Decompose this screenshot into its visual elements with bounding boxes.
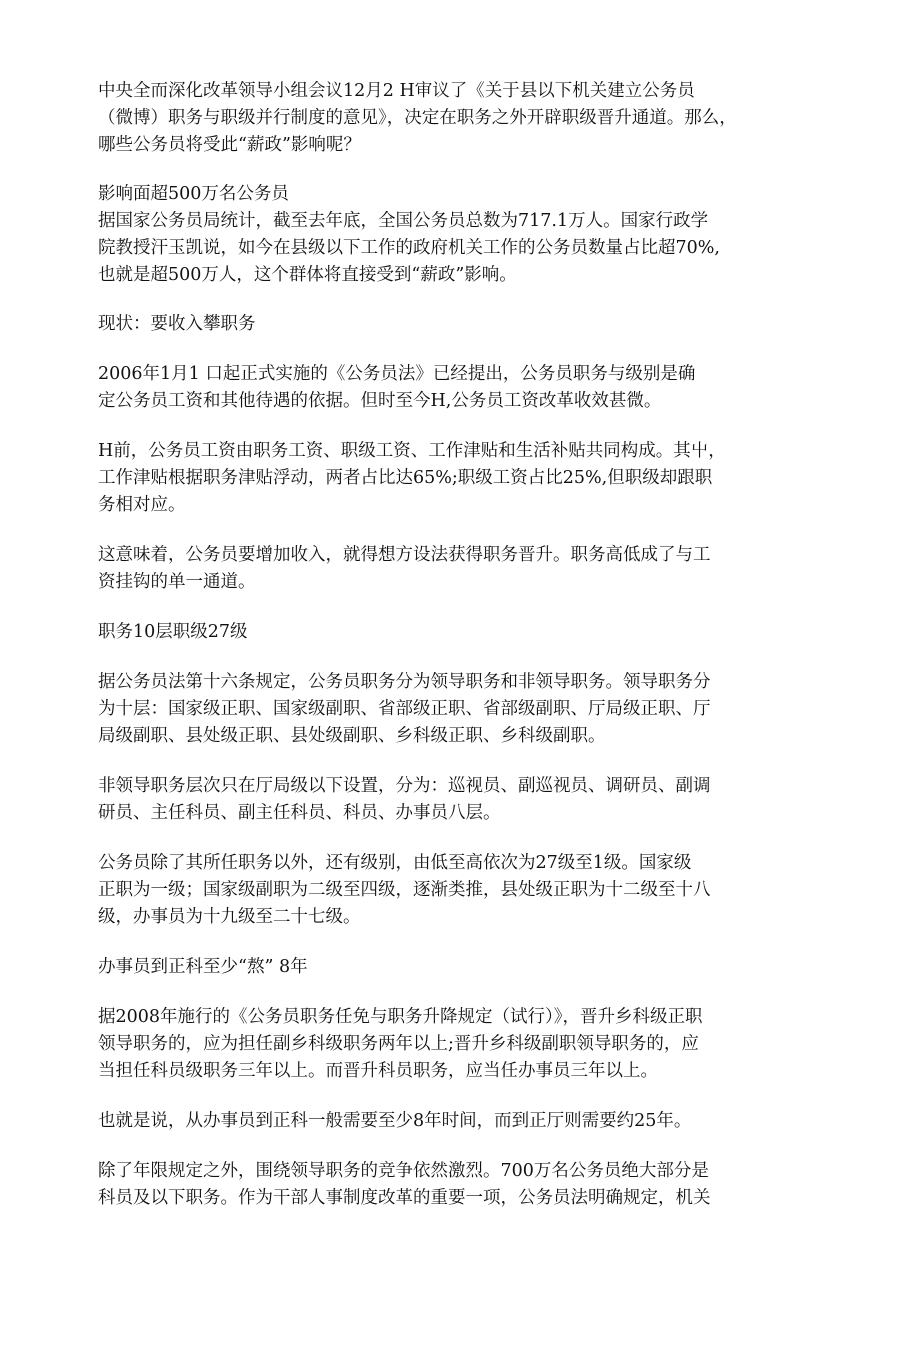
text-line: 非领导职务层次只在厅局级以下设置，分为：巡视员、副巡视员、调研员、副调 bbox=[98, 776, 711, 796]
non-leadership-paragraph bbox=[98, 773, 878, 827]
heading-text: 办事员到正科至少“熬” 8年 bbox=[98, 957, 308, 977]
text-line: 务相对应。 bbox=[98, 495, 186, 515]
heading-text: 职务10层职级27级 bbox=[98, 622, 248, 642]
text-line: 据国家公务员局统计，截至去年底，全国公务员总数为717.1万人。国家行政学 bbox=[98, 211, 709, 231]
text-line: 资挂钩的单一通道。 bbox=[98, 572, 256, 592]
text-line: 中央全而深化改革领导小组会议12月2 H审议了《关于县以下机关建立公务员 bbox=[98, 81, 695, 101]
section-heading-impact bbox=[98, 181, 878, 208]
text-line: 院教授汗玉凯说，如今在县级以下工作的政府机关工作的公务员数量占比超70%, bbox=[98, 238, 720, 258]
heading-text: 影响面超500万名公务员 bbox=[98, 184, 289, 204]
section-heading-levels bbox=[98, 619, 878, 646]
text-line: 除了年限规定之外，围绕领导职务的竞争依然激烈。700万名公务员绝大部分是 bbox=[98, 1161, 709, 1181]
text-line: （微博）职务与职级并行制度的意见》，决定在职务之外开辟职级晋升通道。那么， bbox=[98, 108, 737, 128]
text-line: 公务员除了其所任职务以外，还有级别，由低至高依次为27级至1级。国家级 bbox=[98, 853, 692, 873]
text-line: 也就是说，从办事员到正科一般需要至少8年时间，而到正厅则需要约25年。 bbox=[98, 1111, 692, 1131]
article-body bbox=[98, 78, 878, 1212]
text-line: H前，公务员工资由职务工资、职级工资、工作津贴和生活补贴共同构成。其屮， bbox=[98, 441, 726, 461]
text-line: 据2008年施行的《公务员职务任免与职务升降规定（试行）》，晋升乡科级正职 bbox=[98, 1007, 703, 1027]
text-line: 当担任科员级职务三年以上。而晋升科员职务，应当任办事员三年以上。 bbox=[98, 1061, 658, 1081]
text-line: 级，办事员为十九级至二十七级。 bbox=[98, 907, 361, 927]
text-line: 这意味着，公务员要增加收入，就得想方设法获得职务晋升。职务高低成了与工 bbox=[98, 545, 711, 565]
grade-paragraph bbox=[98, 850, 878, 931]
intro-paragraph bbox=[98, 78, 878, 159]
text-line: 领导职务的，应为担任副乡科级职务两年以上;晋升乡科级副职领导职务的，应 bbox=[98, 1034, 699, 1054]
text-line: 定公务员工资和其他待遇的依据。但时至今H,公务员工资改革收效甚微。 bbox=[98, 391, 662, 411]
law-paragraph bbox=[98, 361, 878, 415]
section-heading-status bbox=[98, 311, 878, 338]
years-summary-paragraph bbox=[98, 1108, 878, 1135]
text-line: 2006年1月1 口起正式实施的《公务员法》已经提出，公务员职务与级别是确 bbox=[98, 364, 696, 384]
text-line: 据公务员法第十六条规定，公务员职务分为领导职务和非领导职务。领导职务分 bbox=[98, 672, 711, 692]
text-line: 正职为一级；国家级副职为二级至四级，逐渐类推，县处级正职为十二级至十八 bbox=[98, 880, 711, 900]
text-line: 局级副职、县处级正职、县处级副职、乡科级正职、乡科级副职。 bbox=[98, 726, 606, 746]
text-line: 为十层：国家级正职、国家级副职、省部级正职、省部级副职、厅局级正职、厅 bbox=[98, 699, 711, 719]
text-line: 也就是超500万人，这个群体将直接受到“薪政”影响。 bbox=[98, 265, 517, 285]
section-heading-years bbox=[98, 954, 878, 981]
text-line: 研员、主任科员、副主任科员、科员、办事员八层。 bbox=[98, 803, 501, 823]
impact-paragraph bbox=[98, 208, 878, 289]
text-line: 哪些公务员将受此“薪政”影响呢？ bbox=[98, 135, 361, 155]
text-line: 工作津贴根据职务津贴浮动，两者占比达65%;职级工资占比25%,但职级却跟职 bbox=[98, 468, 713, 488]
single-channel-paragraph bbox=[98, 542, 878, 596]
text-line: 科员及以下职务。作为干部人事制度改革的重要一项，公务员法明确规定，机关 bbox=[98, 1188, 711, 1208]
salary-structure-paragraph bbox=[98, 438, 878, 519]
leadership-positions-paragraph bbox=[98, 669, 878, 750]
competition-paragraph bbox=[98, 1158, 878, 1212]
promotion-rules-paragraph bbox=[98, 1004, 878, 1085]
heading-text: 现状：要收入攀职务 bbox=[98, 314, 256, 334]
